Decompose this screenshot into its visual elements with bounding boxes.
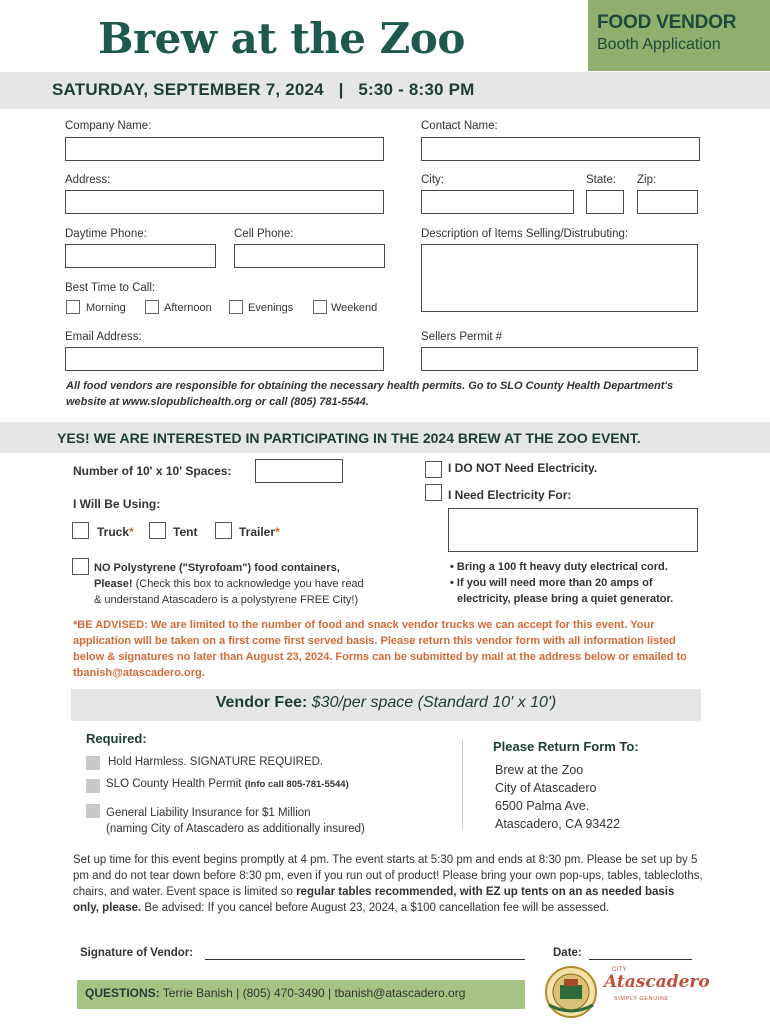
truck-checkbox[interactable] xyxy=(72,522,89,539)
electricity-notes xyxy=(450,559,710,607)
using-label: I Will Be Using: xyxy=(73,497,161,511)
morning-label: Morning xyxy=(86,302,126,314)
address-field[interactable] xyxy=(65,190,384,214)
state-label: State: xyxy=(586,174,617,186)
daytime-phone-label: Daytime Phone: xyxy=(65,228,147,240)
trailer-checkbox[interactable] xyxy=(215,522,232,539)
daytime-phone-field[interactable] xyxy=(65,244,216,268)
city-label: City: xyxy=(421,174,444,186)
polystyrene-please: Please! xyxy=(94,578,133,590)
tent-label: Tent xyxy=(173,525,198,539)
afternoon-checkbox[interactable] xyxy=(145,300,159,314)
best-time-label: Best Time to Call: xyxy=(65,282,156,294)
fee-label: Vendor Fee: xyxy=(215,694,308,711)
need-electricity-label: I Need Electricity For: xyxy=(448,488,572,502)
trailer-text: Trailer xyxy=(239,525,276,539)
city-seal-logo xyxy=(543,965,599,1019)
interest-banner-text: YES! WE ARE INTERESTED IN PARTICIPATING IN THE 2024 BREW AT THE ZOO EVENT. xyxy=(57,430,641,446)
electricity-note-1-text: Bring a 100 ft heavy duty electrical cord. xyxy=(456,561,668,573)
required-marker-1 xyxy=(86,756,100,770)
zip-field[interactable] xyxy=(637,190,698,214)
date-line[interactable] xyxy=(589,959,692,960)
contact-name-field[interactable] xyxy=(421,137,700,161)
required-marker-2 xyxy=(86,779,100,793)
return-address-line-2: City of Atascadero xyxy=(495,781,597,795)
electricity-note-2: • If you will need more than 20 amps of xyxy=(450,577,653,589)
questions-label: QUESTIONS: xyxy=(85,986,160,1000)
sellers-permit-field[interactable] xyxy=(421,347,698,371)
polystyrene-acknowledgement xyxy=(94,560,414,608)
fee-value: $30/per space (Standard 10' x 10') xyxy=(311,694,557,711)
return-address xyxy=(495,761,620,833)
questions-bar xyxy=(77,980,525,1009)
required-item-2-text: SLO County Health Permit xyxy=(106,778,242,790)
evenings-checkbox[interactable] xyxy=(229,300,243,314)
setup-bold: regular tables recommended, with EZ up tents on an as needed basis only, please. xyxy=(73,886,675,914)
form-type-tag xyxy=(588,0,770,71)
morning-checkbox[interactable] xyxy=(66,300,80,314)
electricity-note-1: • Bring a 100 ft heavy duty electrical cord. xyxy=(450,561,668,573)
date-banner-text: SATURDAY, SEPTEMBER 7, 2024 | 5:30 - 8:30 PM xyxy=(52,80,475,99)
setup-info xyxy=(73,852,703,916)
email-label: Email Address: xyxy=(65,331,142,343)
return-address-line-1: Brew at the Zoo xyxy=(495,763,584,777)
vendor-fee xyxy=(71,694,701,712)
description-field[interactable] xyxy=(421,244,698,312)
city-field[interactable] xyxy=(421,190,574,214)
required-heading: Required: xyxy=(86,731,147,746)
address-label: Address: xyxy=(65,174,111,186)
required-item-3-line1: General Liability Insurance for $1 Million xyxy=(106,807,311,819)
required-item-1: Hold Harmless. SIGNATURE REQUIRED. xyxy=(108,756,324,768)
no-electricity-label: I DO NOT Need Electricity. xyxy=(448,461,598,475)
trailer-label xyxy=(239,525,280,539)
spaces-field[interactable] xyxy=(255,459,343,483)
polystyrene-bold: NO Polystyrene ("Styrofoam") food containers, xyxy=(94,562,340,574)
need-electricity-checkbox[interactable] xyxy=(425,484,442,501)
email-field[interactable] xyxy=(65,347,384,371)
polystyrene-checkbox[interactable] xyxy=(72,558,89,575)
truck-text: Truck xyxy=(97,525,130,539)
weekend-checkbox[interactable] xyxy=(313,300,327,314)
sellers-permit-label: Sellers Permit # xyxy=(421,331,503,343)
afternoon-label: Afternoon xyxy=(164,302,212,314)
trailer-asterisk: * xyxy=(275,525,280,539)
advisory-text: *BE ADVISED: We are limited to the number of food and snack vendor trucks we can accept for this event. Your application will be taken on a first come first served basis. Please return this vendor form with all information listed below & signatures no later than August 23, 2024. Forms can be submitted by mail at the address below or emailed to tbanish@atascadero.org. xyxy=(73,619,687,679)
city-logo-tagline: SIMPLY GENUINE xyxy=(614,996,669,1002)
required-item-2-note: (Info call 805-781-5544) xyxy=(244,779,349,790)
health-permit-note: All food vendors are responsible for obtaining the necessary health permits. Go to SLO County Health Department's website at www.slopublichealth.org or call (805) 781-5544. xyxy=(66,380,674,408)
no-electricity-checkbox[interactable] xyxy=(425,461,442,478)
required-item-2 xyxy=(106,778,349,790)
company-name-label: Company Name: xyxy=(65,120,152,132)
polystyrene-line3: & understand Atascadero is a polystyrene FREE City!) xyxy=(94,594,359,606)
state-field[interactable] xyxy=(586,190,624,214)
signature-label: Signature of Vendor: xyxy=(80,947,194,959)
return-address-line-4: Atascadero, CA 93422 xyxy=(495,817,621,831)
cell-phone-field[interactable] xyxy=(234,244,385,268)
required-item-3 xyxy=(106,805,365,837)
electricity-note-2-cont: electricity, please bring a quiet generator. xyxy=(457,593,674,605)
city-logo-small: CITY xyxy=(612,967,627,973)
polystyrene-rest: (Check this box to acknowledge you have read xyxy=(132,578,364,590)
truck-asterisk: * xyxy=(129,525,134,539)
form-type-line2: Booth Application xyxy=(597,36,721,53)
divider xyxy=(462,740,463,830)
evenings-label: Evenings xyxy=(248,302,294,314)
event-title: Brew at the Zoo xyxy=(98,14,465,63)
cell-phone-label: Cell Phone: xyxy=(234,228,294,240)
return-heading: Please Return Form To: xyxy=(493,739,639,754)
date-label: Date: xyxy=(553,947,582,959)
electricity-note-2-text: If you will need more than 20 amps of xyxy=(456,577,653,589)
required-marker-3 xyxy=(86,804,100,818)
questions-contact: Terrie Banish | (805) 470-3490 | tbanish@atascadero.org xyxy=(162,986,466,1000)
zip-label: Zip: xyxy=(637,174,657,186)
company-name-field[interactable] xyxy=(65,137,384,161)
return-address-line-3: 6500 Palma Ave. xyxy=(495,799,590,813)
form-type-line1: FOOD VENDOR xyxy=(597,12,737,33)
required-item-3-line2: (naming City of Atascadero as additionally insured) xyxy=(106,823,365,835)
description-label: Description of Items Selling/Distrubuting: xyxy=(421,228,629,240)
tent-checkbox[interactable] xyxy=(149,522,166,539)
signature-line[interactable] xyxy=(205,959,525,960)
spaces-label: Number of 10' x 10' Spaces: xyxy=(73,464,232,478)
setup-text-1: Set up time for this event begins promptly at 4 pm. The event starts at 5:30 pm and ends at 8:30 pm. Please be set up by 5 pm and do not tear down before 8:30 pm, even if you run out of product! Please bring your own pop-ups, tables, tablecloths, chairs, and water. Event space is limited so xyxy=(73,854,703,898)
electricity-field[interactable] xyxy=(448,508,698,552)
contact-name-label: Contact Name: xyxy=(421,120,498,132)
truck-label xyxy=(97,525,134,539)
weekend-label: Weekend xyxy=(331,302,378,314)
setup-text-2: Be advised: If you cancel before August 23, 2024, a $100 cancellation fee will be assessed. xyxy=(141,902,610,914)
city-logo-name: Atascadero xyxy=(604,972,710,992)
